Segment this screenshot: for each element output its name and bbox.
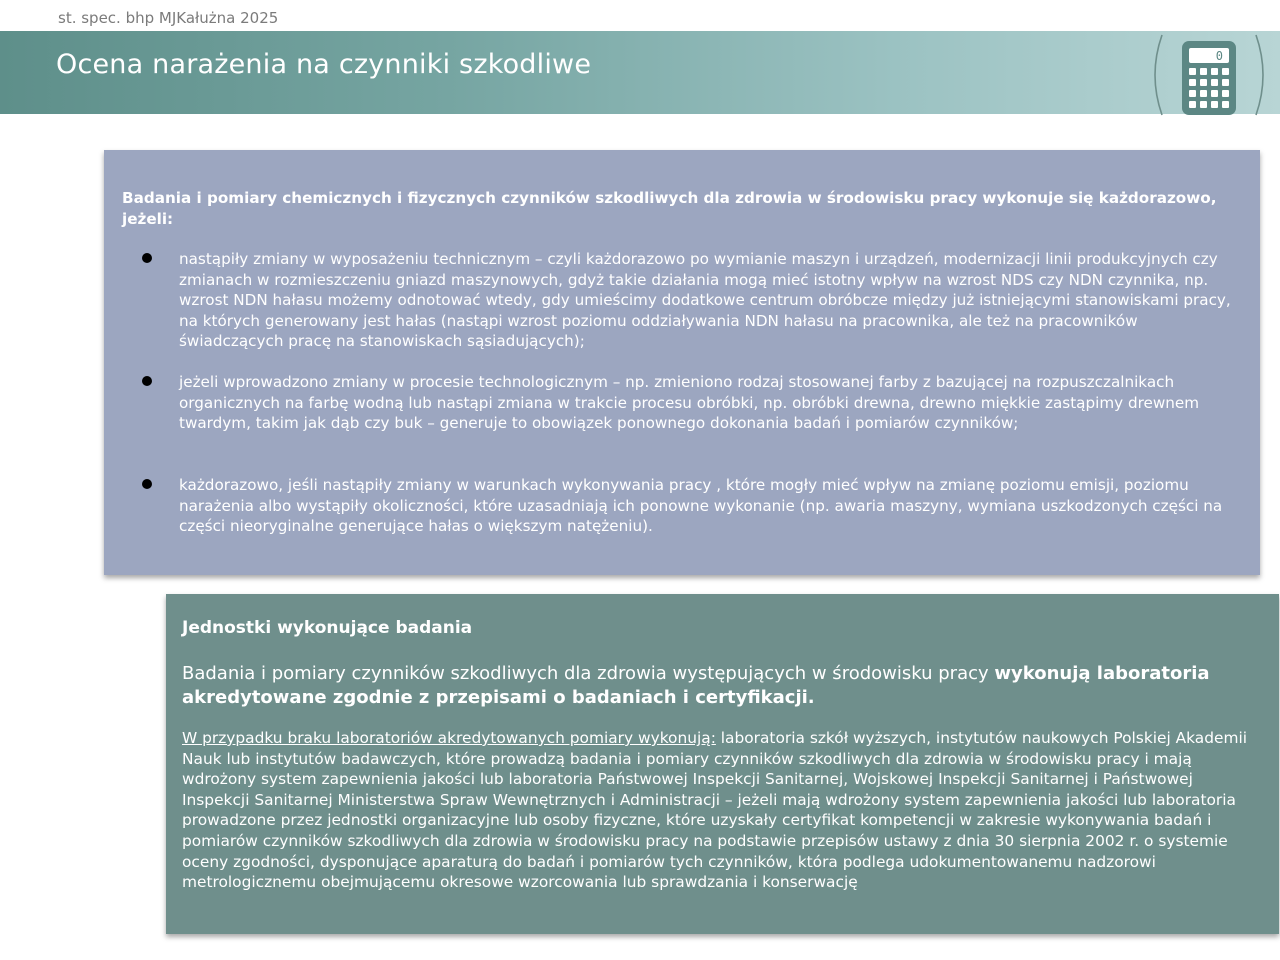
conditions-card bbox=[104, 150, 1260, 575]
testing-units-heading: Jednostki wykonujące badania bbox=[182, 618, 473, 638]
testing-units-card bbox=[166, 594, 1279, 934]
bullet-icon bbox=[142, 253, 152, 263]
conditions-heading: Badania i pomiary chemicznych i fizycznych czynników szkodliwych dla zdrowia w środowisku pracy wykonuje się każdorazowo, jeżeli: bbox=[122, 189, 1217, 228]
list-item-text: każdorazowo, jeśli nastąpiły zmiany w warunkach wykonywania pracy , które mogły mieć wpływ na zmianę poziomu emisji, poziomu narażenia albo wystąpiły okoliczności, które uzasadniają ich ponowne wykonanie (np. awaria maszyny, wymiana uszkodzonych części na części nieoryginalne generujące hałas o większym natężeniu). bbox=[179, 476, 1223, 536]
bullet-icon bbox=[142, 376, 152, 386]
body-text: laboratoria szkół wyższych, instytutów naukowych Polskiej Akademii Nauk lub instytutów badawczych, które prowadzą badania i pomiary czynników szkodliwych dla zdrowia w środowisku pracy i mają wdrożony system zapewnienia jakości lub laboratoria Państwowej Inspekcji Sanitarnej, Wojskowej Inspekcji Sanitarnej i Państwowej Inspekcji Sanitarnej Ministerstwa Spraw Wewnętrznych i Administracji – jeżeli mają wdrożony system zapewnienia jakości lub laboratoria prowadzone przez jednostki organizacyjne lub osoby fizyczne, które uzyskały certyfikat kompetencji w zakresie wykonywania badań i pomiarów czynników szkodliwych dla zdrowia w środowisku pracy na podstawie przepisów ustawy z dnia 30 sierpnia 2002 r. o systemie oceny zgodności, dysponujące aparaturą do badań i pomiarów tych czynników, która podlega udokumentowanemu nadzorowi metrologicznemu obejmującemu okresowe wzorcowania lub sprawdzania i konserwację bbox=[182, 729, 1248, 892]
body-underlined-text: W przypadku braku laboratoriów akredytowanych pomiary wykonują: bbox=[182, 729, 716, 747]
list-item-text: jeżeli wprowadzono zmiany w procesie technologicznym – np. zmieniono rodzaj stosowanej farby z bazującej na rozpuszczalnikach organicznych na farbę wodną lub nastąpi zmiana w trakcie procesu obróbki, np. obróbki drewna, drewno miękkie zastąpimy drewnem twardym, takim jak dąb czy buk – generuje to obowiązek ponownego dokonania badań i pomiarów czynników; bbox=[179, 373, 1200, 433]
testing-units-lead bbox=[182, 662, 1262, 710]
testing-units-body bbox=[182, 728, 1262, 893]
list-item-text: nastąpiły zmiany w wyposażeniu technicznym – czyli każdorazowo po wymianie maszyn i urządzeń, modernizacji linii produkcyjnych czy zmianach w rozmieszczeniu gniazd maszynowych, gdyż takie działania mogą mieć istotny wpływ na wzrost NDS czy NDN czynnika, np. wzrost NDN hałasu możemy odnotować wtedy, gdy umieścimy dodatkowe centrum obróbcze między już istniejącymi stanowiskami pracy, na których generowany jest hałas (nastąpi wzrost poziomu oddziaływania NDN hałasu na pracownika, ale też na pracowników świadczących pracę na stanowiskach sąsiadujących); bbox=[179, 250, 1231, 351]
author-credit: st. spec. bhp MJKałużna 2025 bbox=[58, 9, 279, 27]
lead-plain-text: Badania i pomiary czynników szkodliwych dla zdrowia występujących w środowisku pracy bbox=[182, 663, 995, 684]
calculator-icon bbox=[1150, 31, 1268, 119]
calculator-display: 0 bbox=[1215, 49, 1223, 63]
lead-bold-text: wykonują laboratoria akredytowane zgodnie z przepisami o badaniach i certyfikacji. bbox=[182, 663, 1210, 708]
bullet-icon bbox=[142, 479, 152, 489]
page-title: Ocena narażenia na czynniki szkodliwe bbox=[56, 49, 592, 80]
